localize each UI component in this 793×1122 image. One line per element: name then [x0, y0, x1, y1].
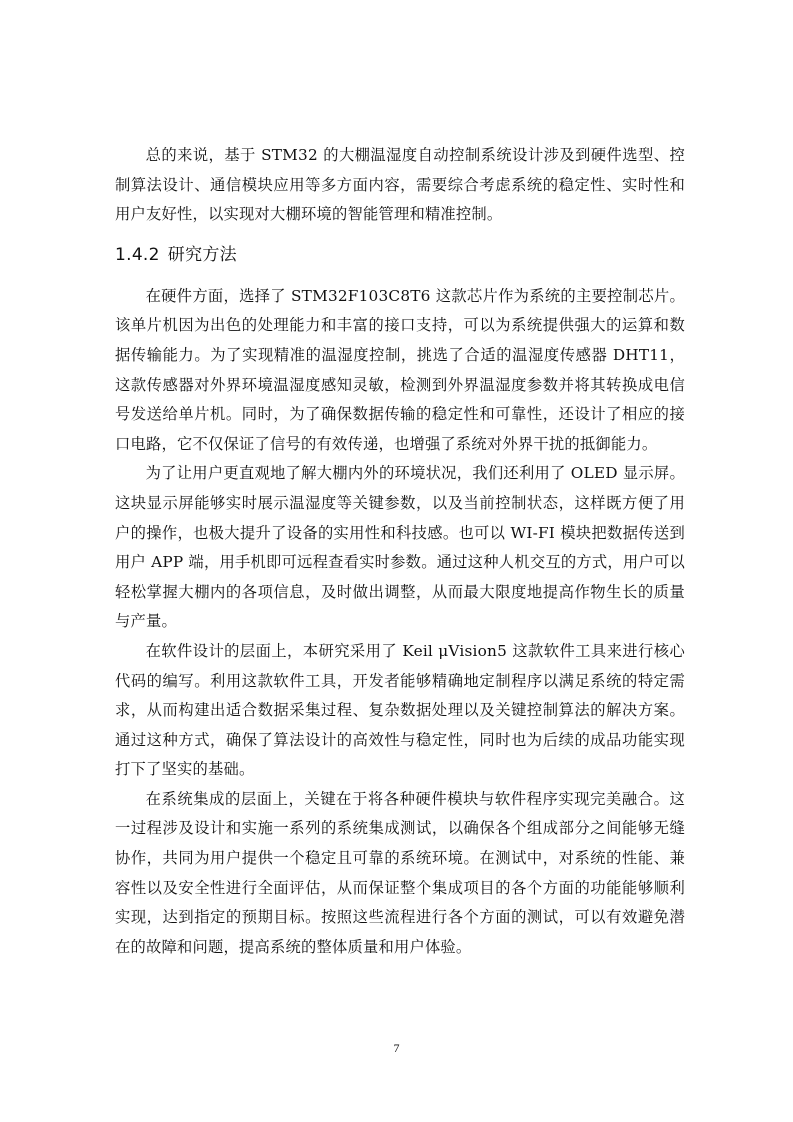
paragraph-software: 在软件设计的层面上，本研究采用了 Keil μVision5 这款软件工具来进行核心代码的编写。利用这款软件工具，开发者能够精确地定制程序以满足系统的特定需求，从而构建出适合数据采集过程、复杂数据处理以及关键控制算法的解决方案。通过这种方式，确保了算法设计的高效性与稳定性，同时也为后续的成品功能实现打下了坚实的基础。 [115, 641, 685, 779]
section-title: 研究方法 [167, 244, 237, 265]
page-number: 7 [393, 1041, 400, 1055]
section-heading [115, 240, 685, 270]
paragraph-display: 为了让用户更直观地了解大棚内外的环境状况，我们还利用了 OLED 显示屏。这块显示屏能够实时展示温湿度等关键参数，以及当前控制状态，这样既方便了用户的操作，也极大提升了设备的实用性和科技感。也可以 WI-FI 模块把数据传送到用户 APP 端，用手机即可远程查看实时参数。通过这种人机交互的方式，用户可以轻松掌握大棚内的各项信息，及时做出调整，从而最大限度地提高作物生长的质量与产量。 [115, 464, 685, 631]
paragraph-integration: 在系统集成的层面上，关键在于将各种硬件模块与软件程序实现完美融合。这一过程涉及设计和实施一系列的系统集成测试，以确保各个组成部分之间能够无缝协作，共同为用户提供一个稳定且可靠的系统环境。在测试中，对系统的性能、兼容性以及安全性进行全面评估，从而保证整个集成项目的各个方面的功能能够顺利实现，达到指定的预期目标。按照这些流程进行各个方面的测试，可以有效避免潜在的故障和问题，提高系统的整体质量和用户体验。 [115, 789, 685, 956]
section-number: 1.4.2 [115, 244, 160, 265]
document-body [115, 141, 685, 962]
paragraph-hardware: 在硬件方面，选择了 STM32F103C8T6 这款芯片作为系统的主要控制芯片。该单片机因为出色的处理能力和丰富的接口支持，可以为系统提供强大的运算和数据传输能力。为了实现精准的温湿度控制，挑选了合适的温湿度传感器 DHT11，这款传感器对外界环境温湿度感知灵敏，检测到外界温湿度参数并将其转换成电信号发送给单片机。同时，为了确保数据传输的稳定性和可靠性，还设计了相应的接口电路，它不仅保证了信号的有效传递，也增强了系统对外界干扰的抵御能力。 [115, 286, 685, 453]
summary-paragraph: 总的来说，基于 STM32 的大棚温湿度自动控制系统设计涉及到硬件选型、控制算法设计、通信模块应用等多方面内容，需要综合考虑系统的稳定性、实时性和用户友好性，以实现对大棚环境的智能管理和精准控制。 [115, 146, 685, 224]
